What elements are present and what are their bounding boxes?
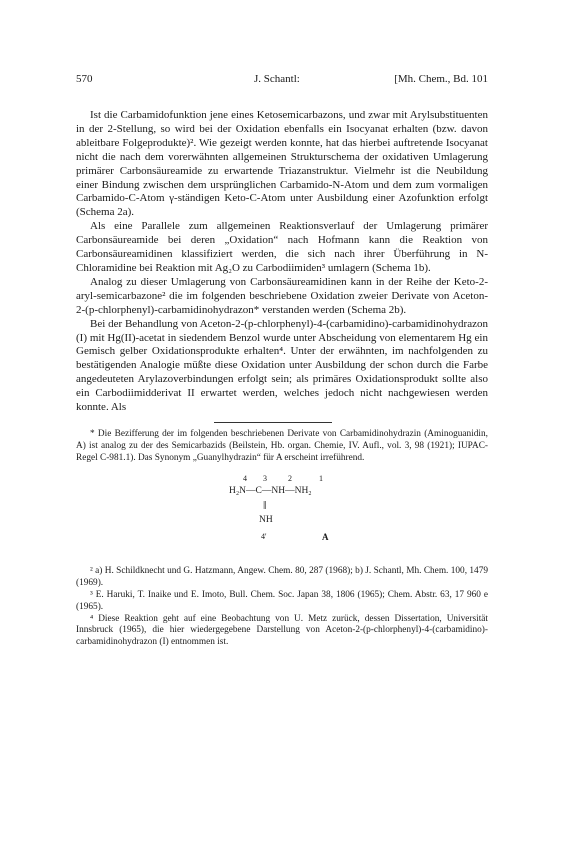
reference-footnotes [76, 566, 488, 649]
paragraph: Ist die Carbamidofunktion jene eines Ketosemicarbazons, und zwar mit Arylsubstituenten in der 2-Stellung, so wird bei der Oxidation ebenfalls ein Isocyanat erhalten (bzw. davon ableitbare Folgeprodukte)². Wie gezeigt werden konnte, hat das hierbei auftretende Isocyanat nicht die nach dem vorerwähnten allgemeinen Strukturschema der oxidativen Umlagerung primärer Carbonsäureamide zu erwartende Triazanstruktur. Vielmehr ist die Neubildung einer Bindung zwischen dem ursprünglichen Carbamido-N-Atom und dem zum vormaligen Carbamido-C-Atom γ-ständigen Keto-C-Atom unter Ausbildung einer Azofunktion erfolgt (Schema 2a). [76, 109, 488, 219]
structural-formula [76, 474, 488, 558]
author-name: J. Schantl: [254, 73, 300, 85]
journal-reference: [Mh. Chem., Bd. 101 [394, 73, 488, 85]
atom-number-4-prime: 4' [261, 532, 267, 542]
page [76, 72, 488, 649]
double-bond: ‖ [263, 498, 267, 513]
atom-number-4: 4 [243, 474, 247, 484]
imino-group: NH [259, 515, 273, 526]
running-header [76, 72, 488, 86]
compound-label: A [322, 532, 329, 543]
reference-2: ² a) H. Schildknecht und G. Hatzmann, Angew. Chem. 80, 287 (1968); b) J. Schantl, Mh. Chem. 100, 1479 (1969). [76, 566, 488, 589]
reference-4: ⁴ Diese Reaktion geht auf eine Beobachtung von U. Metz zurück, dessen Dissertation, Universität Innsbruck (1965), die hier wiedergegebene Darstellung von Aceton-2-(p-chlorphenyl)-4-(carbamidino)-carbamidinohydrazon (I) entnommen ist. [76, 613, 488, 648]
atom-number-3: 3 [263, 474, 267, 484]
paragraph: Als eine Parallele zum allgemeinen Reaktionsverlauf der Umlagerung primärer Carbonsäureamide bei deren „Oxidation“ nach Hofmann kann die Reaktion von Carbonsäureamidinen klassifiziert werden, die sich nach ihrer Überführung in N-Chloramidine bei Reaktion mit Ag₂O zu Carbodiimiden³ umlagern (Schema 1b). [76, 220, 488, 274]
footnote-text: * Die Bezifferung der im folgenden beschriebenen Derivate von Carbamidinohydrazin (Aminoguanidin, A) ist analog zu der des Semicarbazids (Beilstein, Hb. organ. Chemie, IV. Aufl., vol. 3, 98 (1921); IUPAC-Regel C-981.1). Das Synonym „Guanylhydrazin“ für A erscheint irreführend. [76, 428, 488, 463]
page-number: 570 [76, 73, 93, 85]
footnote-divider [214, 422, 332, 423]
paragraph: Bei der Behandlung von Aceton-2-(p-chlorphenyl)-4-(carbamidino)-carbamidinohydrazon (I) mit Hg(II)-acetat in siedendem Benzol wurde unter Abscheidung von elementarem Hg ein Gemisch gelber Oxidationsprodukte erhalten⁴. Unter der erwähnten, im nachfolgenden zu bestätigenden Analogie müßte diese Oxidation unter Ausbildung der schon durch die Farbe angedeuteten Arylazoverbindungen erfolgt sein; als primäres Oxidationsprodukt sollte also ein Carbodiimidderivat II erwartet werden, welches jedoch nicht nachgewiesen werden konnte. Als [76, 317, 488, 414]
reference-3: ³ E. Haruki, T. Inaike und E. Imoto, Bull. Chem. Soc. Japan 38, 1806 (1965); Chem. Abstr. 63, 17 960 e (1965). [76, 589, 488, 612]
atom-number-2: 2 [288, 474, 292, 484]
footnote-star [76, 429, 488, 464]
main-text [76, 109, 488, 415]
atom-number-1: 1 [319, 474, 323, 484]
paragraph: Analog zu dieser Umlagerung von Carbonsäureamidinen kann in der Reihe der Keto-2-aryl-semicarbazone² die im folgenden beschriebene Oxidation zweier Derivate von Aceton-2-(p-chlorphenyl)-carbamidinohydrazon* verstanden werden (Schema 2b). [76, 275, 488, 316]
formula-main-chain: H₂N—C—NH—NH₂ [229, 486, 312, 497]
